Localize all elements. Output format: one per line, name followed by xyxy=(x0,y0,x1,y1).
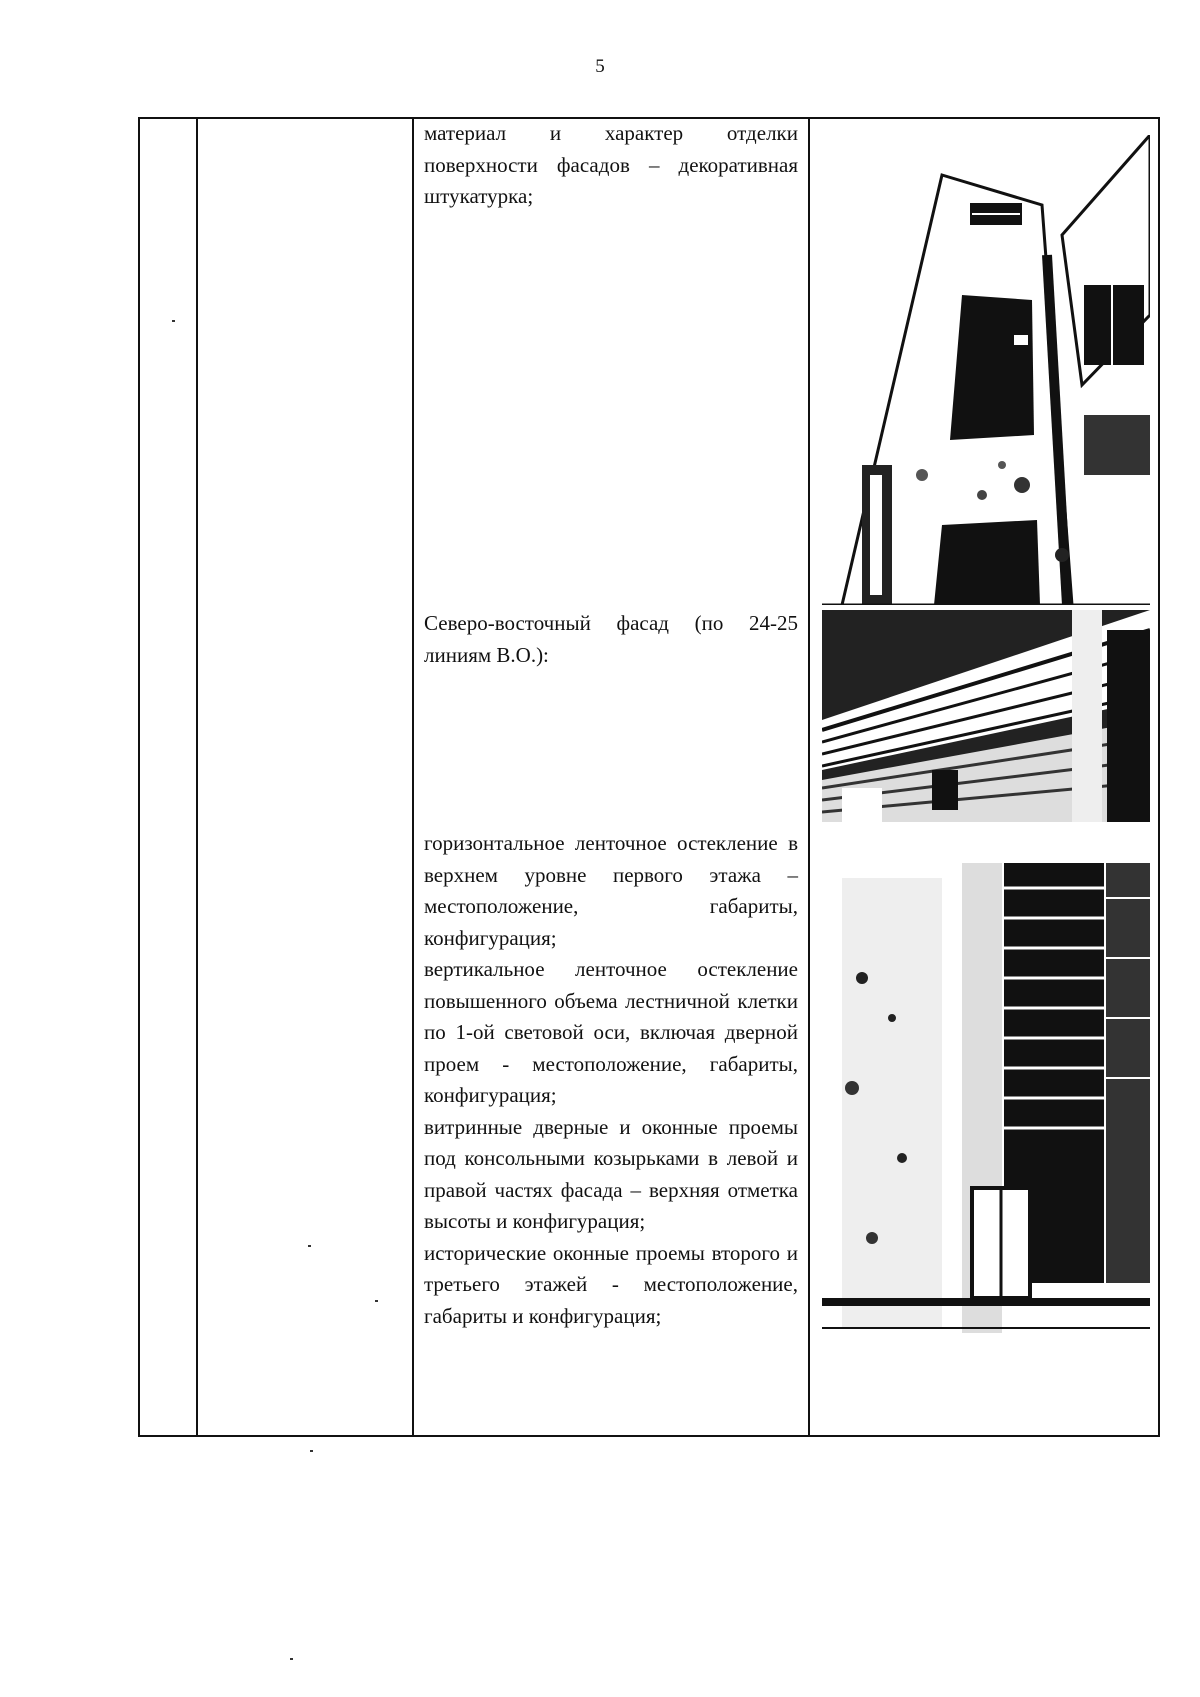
scan-speck xyxy=(310,1450,313,1452)
northeast-facade-photo xyxy=(822,610,1150,822)
table-paragraph: материал и характер отделки поверхности фасадов – декоративная штукатурка; xyxy=(424,121,798,208)
finish-material-text xyxy=(424,118,798,213)
table-paragraph: витринные дверные и оконные проемы под консольными козырьками в левой и правой частях фасада – верхняя отметка высоты и конфигурация; xyxy=(424,1114,798,1233)
column-divider xyxy=(808,117,810,1437)
facade-heading-text xyxy=(424,608,798,671)
scan-speck xyxy=(290,1658,293,1660)
page-number: 5 xyxy=(595,56,605,77)
scan-speck xyxy=(172,320,175,322)
column-divider xyxy=(412,117,414,1437)
column-divider xyxy=(196,117,198,1437)
scan-speck xyxy=(308,1245,311,1247)
table-paragraph: горизонтальное ленточное остекление в верхнем уровне первого этажа – местоположение, габариты, конфигурация; xyxy=(424,831,798,950)
scan-speck xyxy=(375,1300,378,1302)
stairwell-glazing-photo xyxy=(822,858,1150,1336)
table-paragraph: вертикальное ленточное остекление повышенного объема лестничной клетки по 1-ой световой оси, включая дверной проем - местоположение, габариты, конфигурация; xyxy=(424,957,798,1107)
glazing-description-text xyxy=(424,828,798,1332)
table-paragraph: Северо-восточный фасад (по 24-25 линиям В.О.): xyxy=(424,611,798,667)
facade-corner-photo xyxy=(822,135,1150,605)
table-paragraph: исторические оконные проемы второго и третьего этажей - местоположение, габариты и конфигурация; xyxy=(424,1240,798,1328)
